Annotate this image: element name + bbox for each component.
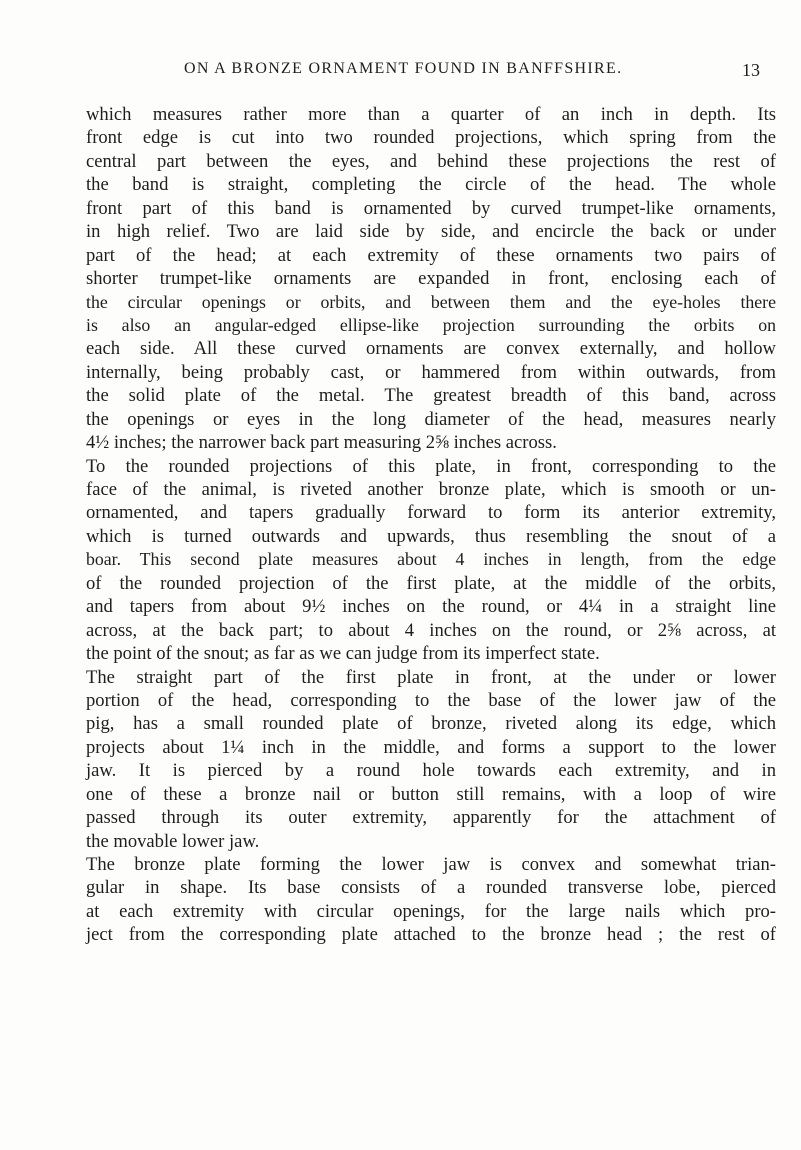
text-line: each side. All these curved ornaments are convex externally, and hollow xyxy=(86,338,776,360)
text-line: jaw. It is pierced by a round hole towards each extremity, and in xyxy=(86,760,776,782)
text-line: the band is straight, completing the circle of the head. The whole xyxy=(86,174,776,196)
text-line: ject from the corresponding plate attached to the bronze head ; the rest of xyxy=(86,924,776,946)
text-line: which is turned outwards and upwards, thus resembling the snout of a xyxy=(86,525,776,547)
text-line: is also an angular-edged ellipse-like projection surrounding the orbits on xyxy=(86,314,776,335)
running-title: ON A BRONZE ORNAMENT FOUND IN BANFFSHIRE. xyxy=(184,60,623,77)
text-line: ornamented, and tapers gradually forward to form its anterior extremity, xyxy=(86,502,776,524)
text-line: front edge is cut into two rounded projections, which spring from the xyxy=(86,127,776,149)
text-line: front part of this band is ornamented by curved trumpet-like ornaments, xyxy=(86,197,776,219)
text-line: central part between the eyes, and behind these projections the rest of xyxy=(86,150,776,172)
text-line: pig, has a small rounded plate of bronze, riveted along its edge, which xyxy=(86,713,776,735)
text-line: internally, being probably cast, or hammered from within outwards, from xyxy=(86,361,776,383)
body-text xyxy=(86,103,776,947)
text-line: part of the head; at each extremity of these ornaments two pairs of xyxy=(86,244,776,266)
running-head xyxy=(0,60,801,84)
text-line: of the rounded projection of the first plate, at the middle of the orbits, xyxy=(86,572,776,594)
text-line: face of the animal, is riveted another bronze plate, which is smooth or un- xyxy=(86,479,776,500)
text-line: the openings or eyes in the long diameter of the head, measures nearly xyxy=(86,408,776,430)
text-line: portion of the head, corresponding to the base of the lower jaw of the xyxy=(86,689,776,711)
text-line: the circular openings or orbits, and between them and the eye-holes there xyxy=(86,291,776,312)
text-line: at each extremity with circular openings, for the large nails which pro- xyxy=(86,900,776,922)
text-line: in high relief. Two are laid side by side, and encircle the back or under xyxy=(86,221,776,243)
text-line: the movable lower jaw. xyxy=(86,830,260,852)
text-line: projects about 1¼ inch in the middle, and forms a support to the lower xyxy=(86,736,776,758)
text-line: To the rounded projections of this plate, in front, corresponding to the xyxy=(86,455,776,477)
text-line: shorter trumpet-like ornaments are expanded in front, enclosing each of xyxy=(86,268,776,290)
text-line: gular in shape. Its base consists of a rounded transverse lobe, pierced xyxy=(86,877,776,899)
text-line: and tapers from about 9½ inches on the round, or 4¼ in a straight line xyxy=(86,596,776,618)
text-line: passed through its outer extremity, apparently for the attachment of xyxy=(86,807,776,829)
text-line: 4½ inches; the narrower back part measuring 2⅝ inches across. xyxy=(86,432,557,454)
text-line: The bronze plate forming the lower jaw is convex and somewhat trian- xyxy=(86,854,776,875)
text-line: the solid plate of the metal. The greatest breadth of this band, across xyxy=(86,385,776,407)
text-line: one of these a bronze nail or button still remains, with a loop of wire xyxy=(86,783,776,805)
text-line: across, at the back part; to about 4 inches on the round, or 2⅝ across, at xyxy=(86,619,776,641)
text-line: boar. This second plate measures about 4 inches in length, from the edge xyxy=(86,549,776,570)
page-number: 13 xyxy=(742,60,760,80)
text-line: The straight part of the first plate in front, at the under or lower xyxy=(86,666,776,688)
text-line: which measures rather more than a quarter of an inch in depth. Its xyxy=(86,104,776,125)
text-line: the point of the snout; as far as we can judge from its imperfect state. xyxy=(86,643,600,665)
